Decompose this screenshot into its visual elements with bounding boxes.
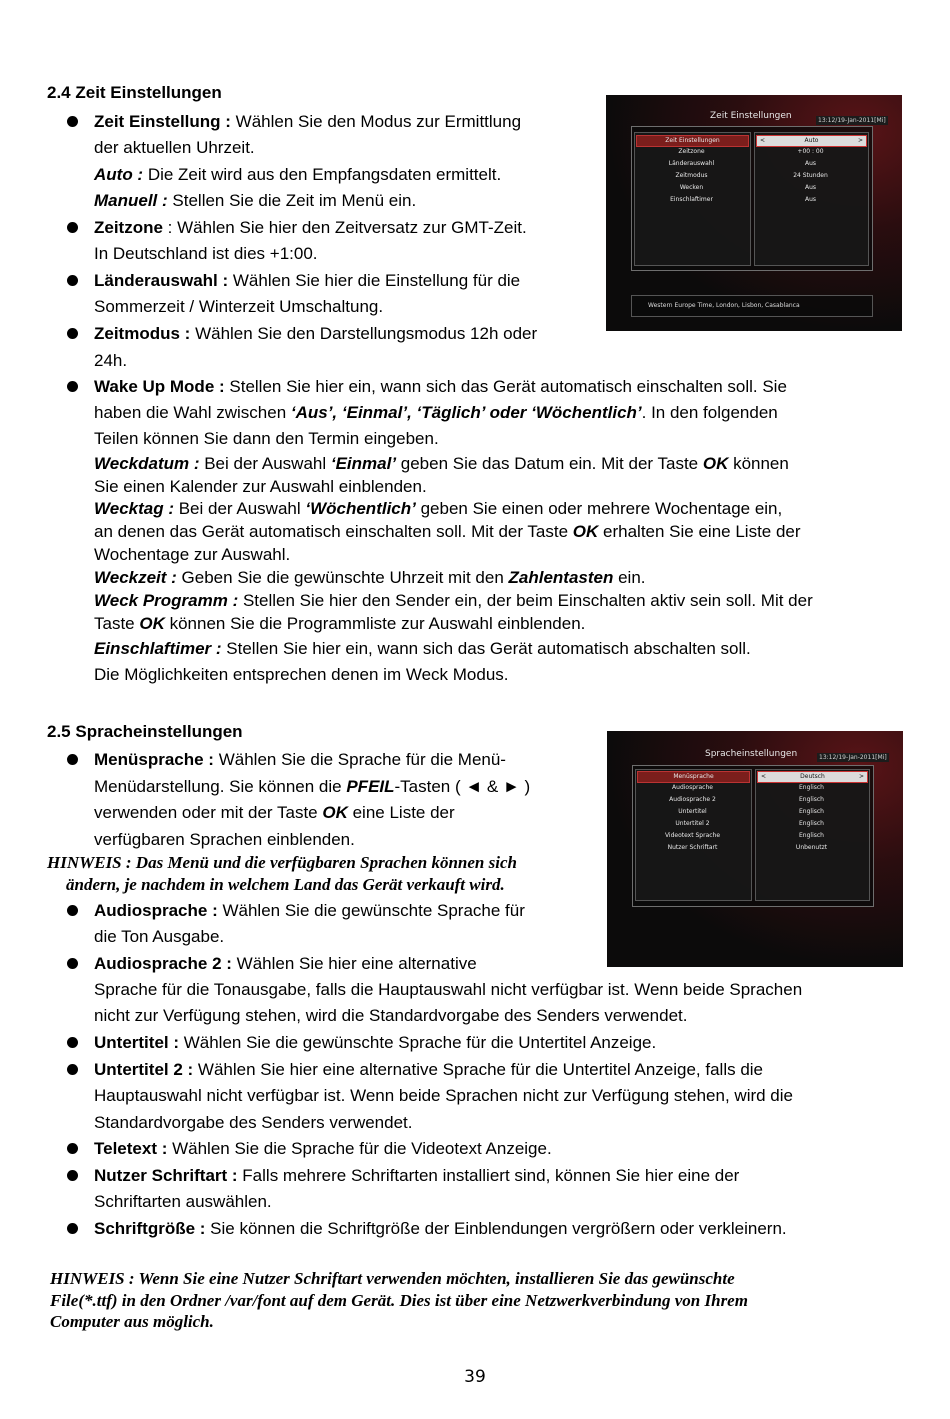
weck-programm-line (94, 591, 813, 611)
text-span: . In den folgenden (641, 403, 778, 422)
term-label: Zeitmodus : (94, 324, 191, 343)
screen-clock: 13:12/19-Jan-2011[Mi] (819, 754, 887, 761)
menu-item[interactable]: Audiosprache (672, 784, 713, 791)
term-label: Nutzer Schriftart : (94, 1166, 238, 1185)
menu-item[interactable]: Zeitmodus (675, 172, 708, 179)
term-text: Wählen Sie hier die Einstellung für die (228, 271, 521, 290)
bullet-icon (67, 328, 78, 339)
term-label: Untertitel 2 : (94, 1060, 194, 1079)
term-label: Auto : (94, 165, 144, 184)
text-span: Geben Sie die gewünschte Uhrzeit mit den (176, 568, 509, 587)
menu-item[interactable]: Untertitel 2 (675, 820, 710, 827)
text-span: verwenden oder mit der Taste (94, 803, 323, 822)
term-text: Sie können die Schriftgröße der Einblendungen vergrößern oder verkleinern. (205, 1219, 787, 1238)
wake-up-mode-item (94, 377, 787, 397)
emph-span: ‘Aus’, ‘Einmal’, ‘Täglich’ oder ‘Wöchentlich’ (290, 403, 642, 422)
zeit-einstellungen-screenshot (606, 95, 902, 331)
emph-span: OK (322, 803, 348, 822)
manuell-option (94, 191, 416, 211)
emph-span: OK (572, 522, 599, 541)
menu-item[interactable]: Untertitel (678, 808, 707, 815)
emph-span: ‘Einmal’ (330, 454, 397, 473)
bullet-icon (67, 754, 78, 765)
term-label: Audiosprache 2 : (94, 954, 232, 973)
term-label: Manuell : (94, 191, 168, 210)
menu-value: +00 : 00 (797, 148, 824, 155)
bullet-icon (67, 1064, 78, 1075)
text-line (94, 403, 778, 423)
text-span: -Tasten ( ◄ & ► ) (394, 777, 531, 796)
term-text: Wählen Sie hier eine alternative Sprache für die Untertitel Anzeige, falls die (193, 1060, 764, 1079)
term-text: Falls mehrere Schriftarten installiert sind, können Sie hier eine der (237, 1166, 740, 1185)
text-line: Teilen können Sie dann den Termin eingeben. (94, 429, 439, 448)
menu-item[interactable]: Zeit Einstellungen (636, 135, 749, 147)
text-line: Schriftarten auswählen. (94, 1192, 272, 1211)
menu-item[interactable]: Einschlaftimer (670, 196, 713, 203)
screen-title: Spracheinstellungen (705, 749, 798, 759)
bullet-icon (67, 905, 78, 916)
bullet-icon (67, 1223, 78, 1234)
term-label: Wecktag : (94, 499, 174, 518)
audiosprache2-item (94, 954, 477, 974)
bullet-icon (67, 222, 78, 233)
bullet-icon (67, 1143, 78, 1154)
spracheinstellungen-screenshot (607, 731, 903, 967)
bullet-icon (67, 381, 78, 392)
term-text: Wählen Sie den Modus zur Ermittlung (230, 112, 522, 131)
term-label: Untertitel : (94, 1033, 179, 1052)
teletext-item (94, 1139, 552, 1159)
text-span: ein. (613, 568, 646, 587)
text-line: Sprache für die Tonausgabe, falls die Hauptauswahl nicht verfügbar ist. Wenn beide Sprachen (94, 980, 803, 999)
text-line: In Deutschland ist dies +1:00. (94, 244, 318, 263)
text-line: Wochentage zur Auswahl. (94, 545, 291, 564)
arrow-right-icon[interactable]: > (858, 773, 864, 780)
bullet-icon (67, 1037, 78, 1048)
text-line (94, 777, 530, 797)
audiosprache-item (94, 901, 525, 921)
text-line: nicht zur Verfügung stehen, wird die Standardvorgabe des Senders verwendet. (94, 1006, 688, 1025)
text-span: können Sie die Programmliste zur Auswahl einblenden. (164, 614, 586, 633)
term-label: Einschlaftimer : (94, 639, 222, 658)
text-line: Hauptauswahl nicht verfügbar ist. Wenn beide Sprachen nicht zur Verfügung stehen, wird die (94, 1086, 793, 1105)
menu-value: Aus (804, 196, 817, 203)
menu-value: Englisch (799, 820, 824, 827)
text-span: Menüdarstellung. Sie können die (94, 777, 347, 796)
text-span: erhalten Sie eine Liste der (598, 522, 801, 541)
zeitmodus-item (94, 324, 537, 344)
section-heading-sprache: 2.5 Spracheinstellungen (47, 722, 243, 741)
text-line: Sie einen Kalender zur Auswahl einblenden. (94, 477, 427, 496)
emph-span: PFEIL (346, 777, 395, 796)
term-label: Weckzeit : (94, 568, 177, 587)
menu-item[interactable]: Menüsprache (637, 771, 750, 783)
schriftgroesse-item (94, 1219, 787, 1239)
term-text: : Wählen Sie hier den Zeitversatz zur GMT-Zeit. (162, 218, 527, 237)
term-label: Menüsprache : (94, 750, 214, 769)
hinweis-note-2: HINWEIS : Wenn Sie eine Nutzer Schriftart verwenden möchten, installieren Sie das gewünschte (50, 1269, 735, 1288)
value-text: Auto (804, 137, 819, 144)
menu-item[interactable]: Zeitzone (678, 148, 705, 155)
text-span: eine Liste der (347, 803, 455, 822)
text-line: der aktuellen Uhrzeit. (94, 138, 255, 157)
text-line: Die Möglichkeiten entsprechen denen im Weck Modus. (94, 665, 509, 684)
weckdatum-line (94, 454, 789, 474)
term-text: Die Zeit wird aus den Empfangsdaten ermittelt. (143, 165, 502, 184)
hinweis-note-2-cont: File(*.ttf) in den Ordner /var/font auf dem Gerät. Dies ist über eine Netzwerkverbindung von Ihrem (50, 1291, 748, 1310)
arrow-left-icon[interactable]: < (761, 773, 767, 780)
term-label: Teletext : (94, 1139, 168, 1158)
nutzer-schriftart-item (94, 1166, 739, 1186)
untertitel2-item (94, 1060, 763, 1080)
text-line: Standardvorgabe des Senders verwendet. (94, 1113, 413, 1132)
laenderauswahl-item (94, 271, 520, 291)
emph-span: ‘Wöchentlich’ (305, 499, 416, 518)
term-text: Stellen Sie die Zeit im Menü ein. (167, 191, 417, 210)
hinweis-note-1: HINWEIS : Das Menü und die verfügbaren Sprachen können sich (47, 853, 517, 872)
term-label: Wake Up Mode : (94, 377, 225, 396)
menuesprache-item (94, 750, 506, 770)
term-label: Zeit Einstellung : (94, 112, 231, 131)
term-text: Wählen Sie die gewünschte Sprache für (217, 901, 525, 920)
text-span: Stellen Sie hier den Sender ein, der beim Einschalten aktiv sein soll. Mit der (238, 591, 813, 610)
term-label: Weck Programm : (94, 591, 239, 610)
bullet-icon (67, 116, 78, 127)
text-line (94, 614, 585, 634)
menu-item[interactable]: Wecken (679, 184, 704, 191)
text-span: Bei der Auswahl (199, 454, 331, 473)
info-text: Western Europe Time, London, Lisbon, Casablanca (648, 302, 800, 309)
auto-option (94, 165, 501, 185)
term-text: Wählen Sie die Sprache für die Menü- (213, 750, 506, 769)
text-line: verfügbaren Sprachen einblenden. (94, 830, 355, 849)
text-span: haben die Wahl zwischen (94, 403, 291, 422)
menu-value: Aus (804, 160, 817, 167)
term-text: Stellen Sie hier ein, wann sich das Gerät automatisch einschalten soll. Sie (224, 377, 787, 396)
text-span: Bei der Auswahl (174, 499, 306, 518)
term-text: Wählen Sie die gewünschte Sprache für die Untertitel Anzeige. (179, 1033, 657, 1052)
term-text: Wählen Sie den Darstellungsmodus 12h oder (190, 324, 538, 343)
menu-item[interactable]: Länderauswahl (668, 160, 715, 167)
screen-clock: 13:12/19-Jan-2011[Mi] (818, 117, 886, 124)
menu-value: Englisch (799, 808, 824, 815)
arrow-left-icon[interactable]: < (760, 137, 766, 144)
term-text: Wählen Sie die Sprache für die Videotext Anzeige. (167, 1139, 552, 1158)
menu-value: 24 Stunden (793, 172, 828, 179)
bullet-icon (67, 1170, 78, 1181)
menu-item[interactable]: Nutzer Schriftart (667, 844, 718, 851)
screen-title: Zeit Einstellungen (710, 111, 792, 121)
text-span: können (728, 454, 789, 473)
text-line: die Ton Ausgabe. (94, 927, 225, 946)
menu-value: Aus (804, 184, 817, 191)
text-line (94, 803, 455, 823)
untertitel-item (94, 1033, 656, 1053)
hinweis-note-2-cont: Computer aus möglich. (50, 1312, 214, 1331)
menu-value-selected[interactable] (756, 135, 867, 147)
menu-value: Englisch (799, 796, 824, 803)
text-line: Sommerzeit / Winterzeit Umschaltung. (94, 297, 384, 316)
text-span: geben Sie einen oder mehrere Wochentage ein, (415, 499, 783, 518)
menu-value: Englisch (799, 832, 824, 839)
weckzeit-line (94, 568, 646, 588)
section-heading-zeit: 2.4 Zeit Einstellungen (47, 83, 222, 102)
term-label: Audiosprache : (94, 901, 218, 920)
menu-item[interactable]: Videotext Sprache (664, 832, 721, 839)
text-span: Taste (94, 614, 140, 633)
hinweis-note-1-cont: ändern, je nachdem in welchem Land das Gerät verkauft wird. (66, 875, 505, 894)
text-span: geben Sie das Datum ein. Mit der Taste (396, 454, 703, 473)
text-span: Stellen Sie hier ein, wann sich das Gerät automatisch abschalten soll. (221, 639, 751, 658)
term-label: Weckdatum : (94, 454, 200, 473)
einschlaftimer-line (94, 639, 751, 659)
menu-value-selected[interactable] (757, 771, 868, 783)
emph-span: OK (139, 614, 165, 633)
menu-value: Unbenutzt (795, 844, 828, 851)
wecktag-line (94, 499, 782, 519)
term-label: Schriftgröße : (94, 1219, 206, 1238)
term-text: Wählen Sie hier eine alternative (231, 954, 477, 973)
zeit-einstellung-item (94, 112, 521, 132)
emph-span: OK (702, 454, 729, 473)
text-line (94, 522, 801, 542)
arrow-right-icon[interactable]: > (857, 137, 863, 144)
menu-item[interactable]: Audiosprache 2 (669, 796, 716, 803)
term-label: Zeitzone (94, 218, 163, 237)
text-line: 24h. (94, 351, 128, 370)
zeitzone-item (94, 218, 527, 238)
bullet-icon (67, 275, 78, 286)
bullet-icon (67, 958, 78, 969)
menu-value: Englisch (799, 784, 824, 791)
term-label: Länderauswahl : (94, 271, 229, 290)
emph-span: Zahlentasten (508, 568, 614, 587)
page-number: 39 (464, 1367, 486, 1387)
text-span: an denen das Gerät automatisch einschalten soll. Mit der Taste (94, 522, 573, 541)
value-text: Deutsch (800, 773, 825, 780)
